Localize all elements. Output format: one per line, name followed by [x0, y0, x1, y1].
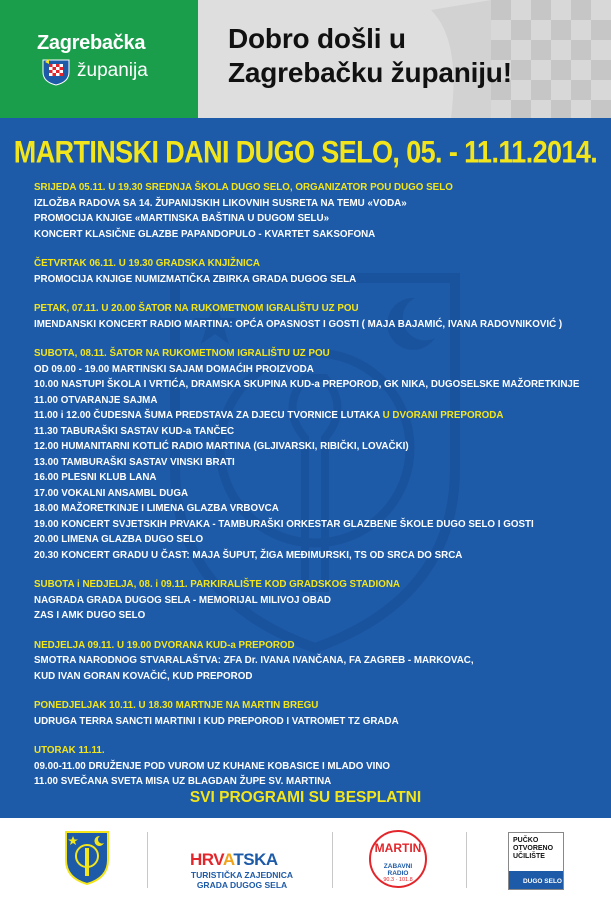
tourist-board-line: GRADA DUGOG SELA [196, 880, 288, 890]
county-crest-icon [40, 58, 72, 86]
day-heading: SRIJEDA 05.11. U 19.30 SREDNJA ŠKOLA DUGO SELO, ORGANIZATOR POU DUGO SELO [34, 182, 453, 193]
radio-frequency: 90.3 · 101.8 [383, 877, 413, 883]
program-item: SMOTRA NARODNOG STVARALAŠTVA: ZFA Dr. IVANA IVANČANA, FA ZAGREB - MARKOVAC, [34, 655, 474, 666]
program-item: KUD IVAN GORAN KOVAČIĆ, KUD PREPOROD [34, 670, 253, 682]
day-block [34, 346, 604, 563]
day-heading: SUBOTA i NEDJELJA, 08. i 09.11. PARKIRALIŠTE KOD GRADSKOG STADIONA [34, 579, 400, 590]
day-block [34, 743, 604, 790]
program-item: IMENDANSKI KONCERT RADIO MARTINA: OPĆA OPASNOST I GOSTI ( MAJA BAJAMIĆ, IVANA RADOVNIKOVIĆ ) [34, 318, 563, 330]
day-heading: NEDJELJA 09.11. U 19.00 DVORANA KUD-a PREPOROD [34, 639, 295, 651]
program-item: 13.00 TAMBURAŠKI SASTAV VINSKI BRATI [34, 456, 235, 468]
pou-logo-line: OTVORENO [513, 845, 554, 852]
program-item-text: 11.00 i 12.00 ČUDESNA ŠUMA PREDSTAVA ZA DJECU TVORNICE LUTAKA [34, 410, 380, 421]
program-item: 09.00-11.00 DRUŽENJE POD VUROM UZ KUHANE KOBASICE I MLADO VINO [34, 760, 391, 772]
radio-subtitle-line: RADIO [387, 870, 409, 877]
welcome-line-1: Dobro došli u [228, 23, 406, 54]
sponsor-footer [0, 818, 611, 900]
day-block [34, 301, 604, 332]
day-heading: PONEDJELJAK 10.11. U 18.30 MARTNJE NA MARTIN BREGU [34, 700, 319, 711]
venue-highlight: U DVORANI PREPORODA [379, 410, 504, 421]
tourist-board-line: TURISTIČKA ZAJEDNICA [190, 870, 294, 880]
wordmark-part: A [222, 850, 234, 869]
radio-subtitle-line: ZABAVNI [383, 863, 413, 870]
program-item: OD 09.00 - 19.00 MARTINSKI SAJAM DOMAĆIH PROIZVODA [34, 363, 314, 375]
program-item: NAGRADA GRADA DUGOG SELA - MEMORIJAL MILIVOJ OBAD [34, 594, 331, 606]
pou-logo [508, 832, 564, 890]
program-item: 16.00 PLESNI KLUB LANA [34, 472, 157, 483]
program-item: 19.00 KONCERT SVJETSKIH PRVAKA - TAMBURAŠKI ORKESTAR GLAZBENE ŠKOLE DUGO SELO I GOSTI [34, 518, 534, 530]
footer-divider [332, 832, 333, 888]
pou-logo-line: UČILIŠTE [513, 853, 545, 860]
radio-martin-logo [369, 830, 427, 888]
day-block [34, 698, 604, 729]
welcome-message [228, 22, 512, 90]
program-item: IZLOŽBA RADOVA SA 14. ŽUPANIJSKIH LIKOVNIH SUSRETA NA TEMU «VODA» [34, 197, 407, 209]
town-crest-icon [64, 830, 110, 886]
program-item: 20.30 KONCERT GRADU U ČAST: MAJA ŠUPUT, ŽIGA MEĐIMURSKI, TS OD SRCA DO SRCA [34, 549, 463, 561]
pou-logo-bar [509, 871, 564, 889]
program-item: 11.30 TABURAŠKI SASTAV KUD-a TANČEC [34, 425, 235, 437]
header-banner [0, 0, 611, 118]
schedule-list [34, 180, 604, 804]
wordmark-part: HRV [190, 850, 223, 869]
radio-name: MARTIN [374, 841, 422, 855]
program-item: PROMOCIJA KNJIGE NUMIZMATIČKA ZBIRKA GRADA DUGOG SELA [34, 273, 357, 285]
program-item [34, 408, 604, 424]
program-item: KONCERT KLASIČNE GLAZBE PAPANDOPULO - KVARTET SAKSOFONA [34, 228, 376, 240]
free-admission-notice: SVI PROGRAMI SU BESPLATNI [189, 789, 422, 806]
radio-subtitle [371, 863, 425, 877]
program-item: 10.00 NASTUPI ŠKOLA I VRTIĆA, DRAMSKA SKUPINA KUD-a PREPOROD, GK NIKA, DUGOSELSKE MAŽORETKINJE [34, 379, 580, 390]
day-block [34, 180, 604, 242]
program-item: 20.00 LIMENA GLAZBA DUGO SELO [34, 534, 204, 545]
county-subtitle: županija [77, 60, 148, 81]
pou-logo-line: PUČKO [513, 837, 539, 844]
day-block [34, 577, 604, 624]
program-item: 11.00 OTVARANJE SAJMA [34, 394, 158, 406]
footer-divider [147, 832, 148, 888]
event-title: MARTINSKI DANI DUGO SELO, 05. - 11.11.2014. [13, 134, 598, 170]
program-item: 17.00 VOKALNI ANSAMBL DUGA [34, 487, 189, 499]
program-item: 12.00 HUMANITARNI KOTLIĆ RADIO MARTINA (GLJIVARSKI, RIBIČKI, LOVAČKI) [34, 441, 409, 452]
county-brand [0, 0, 198, 118]
day-heading: ČETVRTAK 06.11. U 19.30 GRADSKA KNJIŽNICA [34, 258, 260, 269]
day-heading: PETAK, 07.11. U 20.00 ŠATOR NA RUKOMETNOM IGRALIŠTU UZ POU [34, 303, 359, 314]
tourist-board-name [186, 870, 298, 890]
footer-divider [466, 832, 467, 888]
county-name: Zagrebačka [37, 32, 146, 54]
event-poster [0, 118, 611, 818]
hrvatska-wordmark [190, 850, 278, 870]
day-block [34, 638, 604, 685]
program-item: 11.00 SVEČANA SVETA MISA UZ BLAGDAN ŽUPE SV. MARTINA [34, 776, 332, 787]
day-heading: SUBOTA, 08.11. ŠATOR NA RUKOMETNOM IGRALIŠTU UZ POU [34, 348, 330, 359]
pou-logo-town: DUGO SELO [522, 878, 562, 885]
welcome-line-2: Zagrebačku županiju! [228, 57, 512, 88]
day-block [34, 256, 604, 287]
program-item: PROMOCIJA KNJIGE «MARTINSKA BAŠTINA U DUGOM SELU» [34, 213, 330, 224]
wordmark-part: TSKA [233, 850, 278, 869]
program-item: UDRUGA TERRA SANCTI MARTINI I KUD PREPOROD I VATROMET TZ GRADA [34, 715, 399, 727]
program-item: ZAS I AMK DUGO SELO [34, 610, 146, 621]
day-heading: UTORAK 11.11. [34, 745, 105, 756]
program-item: 18.00 MAŽORETKINJE I LIMENA GLAZBA VRBOVCA [34, 503, 279, 514]
